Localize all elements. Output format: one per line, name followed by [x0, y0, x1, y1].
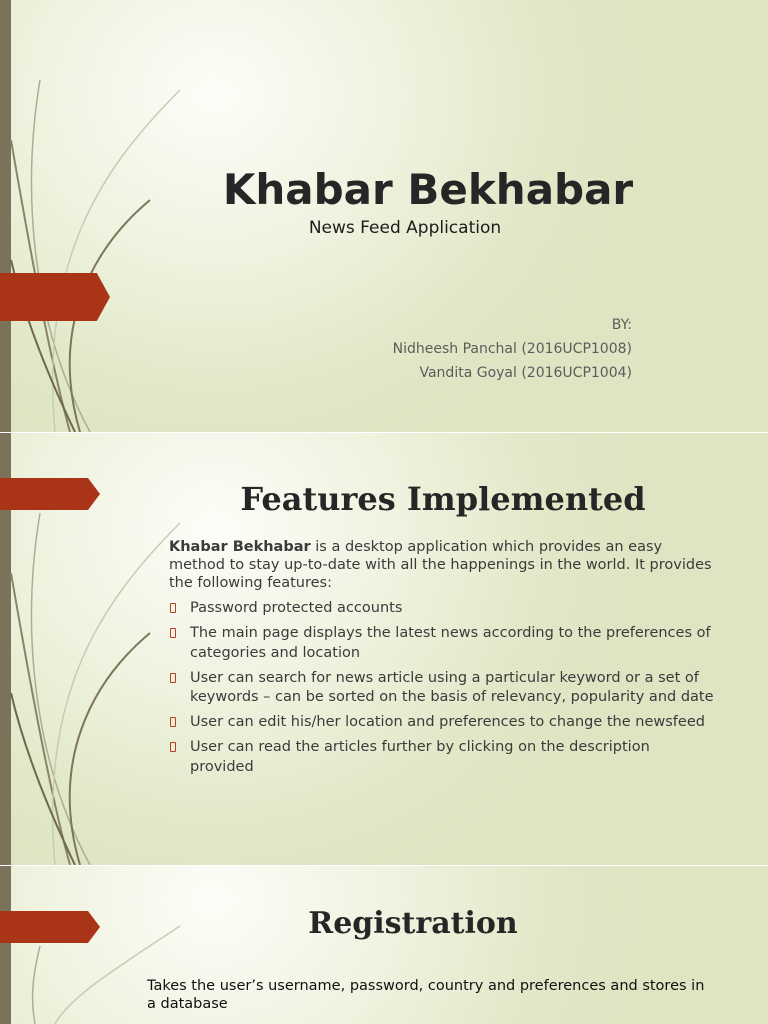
square-bullet-icon	[170, 603, 176, 613]
features-heading: Features Implemented	[240, 480, 646, 518]
features-intro	[169, 538, 714, 592]
presentation-title: Khabar Bekhabar	[222, 165, 634, 214]
list-item: Password protected accounts	[169, 599, 714, 619]
accent-arrow	[0, 478, 100, 510]
registration-heading: Registration	[308, 906, 518, 941]
list-item: The main page displays the latest news according to the preferences of categories and location	[169, 624, 714, 663]
app-name: Khabar Bekhabar	[169, 539, 311, 555]
list-item: User can read the articles further by clicking on the description provided	[169, 738, 714, 777]
accent-arrow	[0, 273, 110, 321]
decorative-curves	[0, 0, 200, 432]
square-bullet-icon	[170, 673, 176, 683]
list-item: User can search for news article using a particular keyword or a set of keywords – can be sorted on the basis of relevancy, popularity and date	[169, 669, 714, 708]
slide-features	[0, 433, 768, 865]
square-bullet-icon	[170, 628, 176, 638]
by-label: BY:	[611, 317, 632, 333]
registration-text: Takes the user’s username, password, country and preferences and stores in a database	[147, 978, 705, 1012]
square-bullet-icon	[170, 717, 176, 727]
list-item: User can edit his/her location and preferences to change the newsfeed	[169, 713, 714, 733]
slide-title	[0, 0, 768, 432]
accent-arrow	[0, 911, 100, 943]
author-1: Nidheesh Panchal (2016UCP1008)	[392, 341, 632, 357]
presentation-subtitle: News Feed Application	[308, 218, 502, 238]
square-bullet-icon	[170, 742, 176, 752]
intro-text: is a desktop application which provides an easy method to stay up-to-date with all the happenings in the world. It provides the following features:	[169, 539, 712, 591]
slide-registration	[0, 866, 768, 1024]
features-list	[169, 599, 714, 783]
author-2: Vandita Goyal (2016UCP1004)	[419, 365, 632, 381]
